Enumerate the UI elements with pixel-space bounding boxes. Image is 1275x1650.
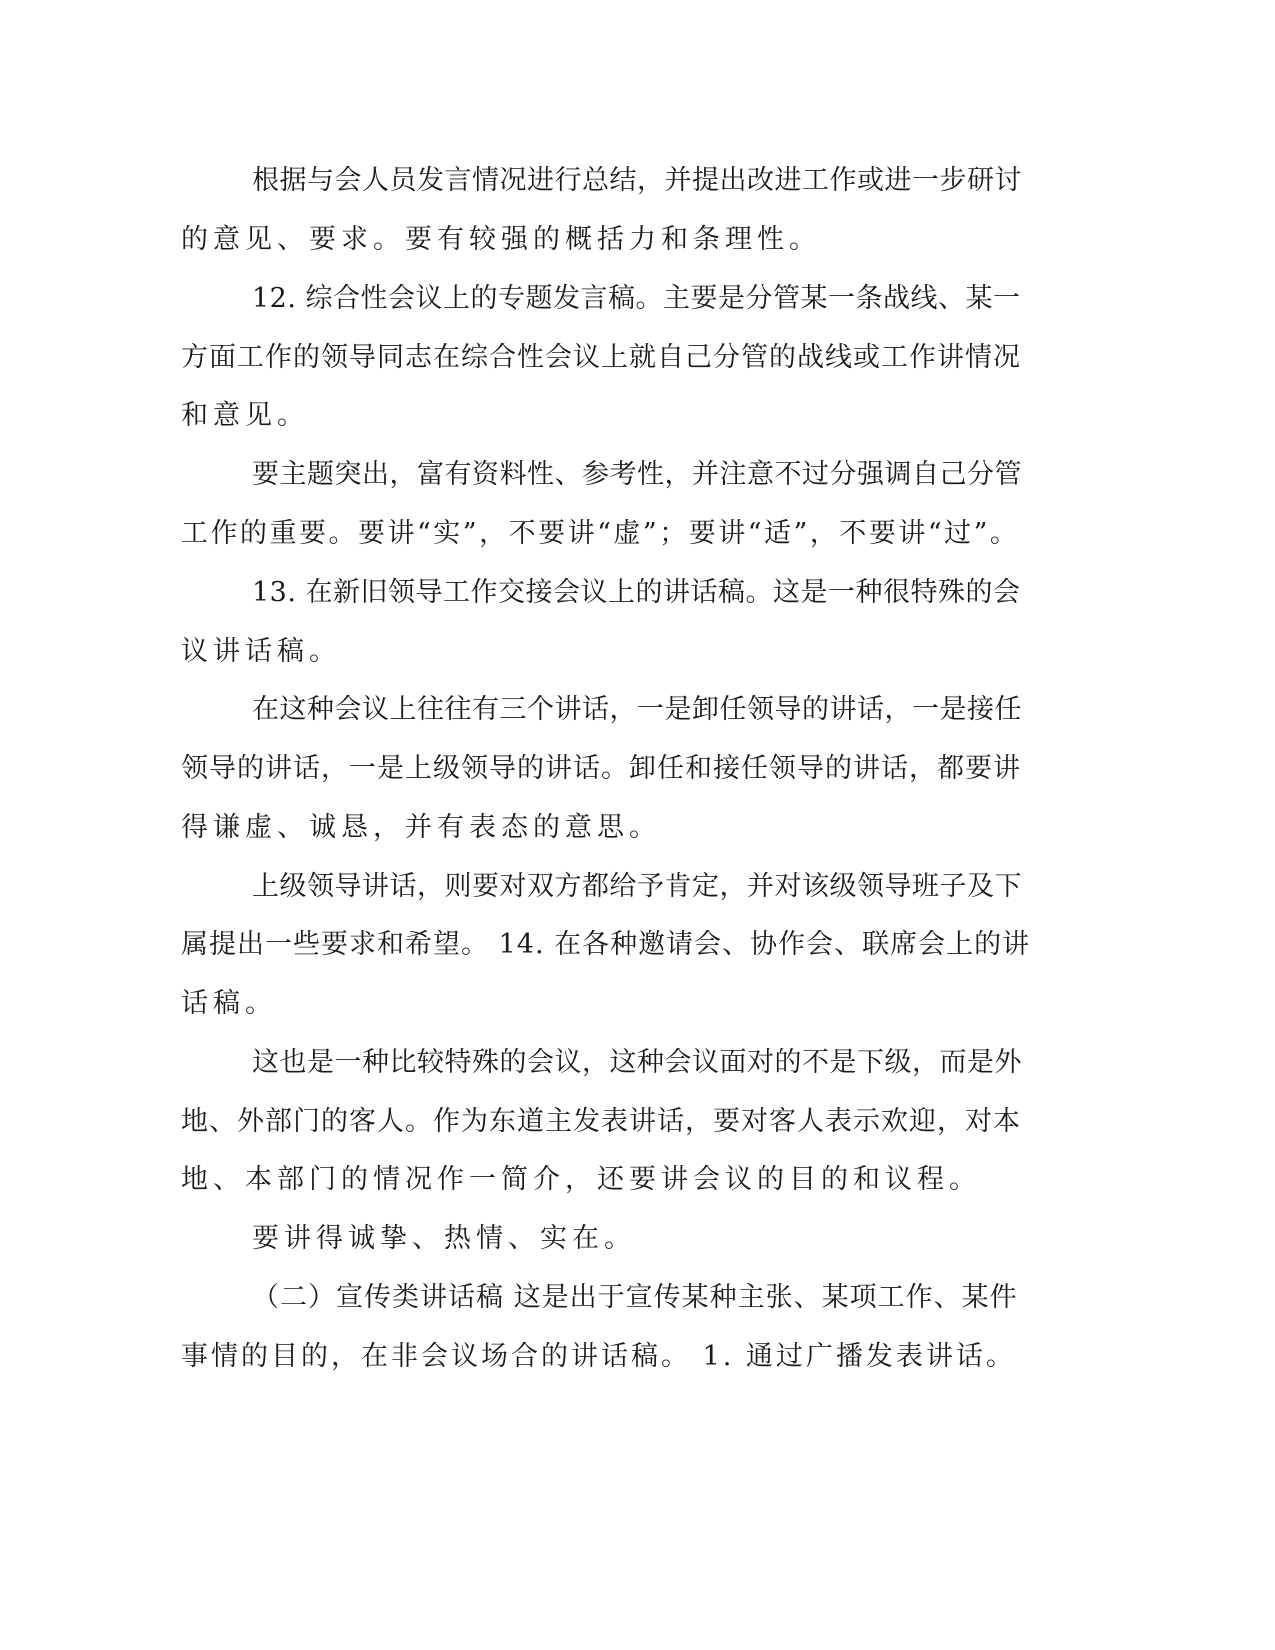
text-line: 13. 在新旧领导工作交接会议上的讲话稿。这是一种很特殊的会 [252,577,1021,608]
text-line: 要讲得诚挚、热情、实在。 [252,1223,636,1254]
text-line: 工作的重要。要讲“实”，不要讲“虚”；要讲“适”，不要讲“过”。 [181,518,1020,549]
text-line: 地、本部门的情况作一简介，还要讲会议的目的和议程。 [181,1164,981,1195]
text-line: 属提出一些要求和希望。 14. 在各种邀请会、协作会、联席会上的讲 [181,929,1031,960]
text-line: 根据与会人员发言情况进行总结，并提出改进工作或进一步研讨 [252,165,1022,196]
text-line: 12. 综合性会议上的专题发言稿。主要是分管某一条战线、某一 [252,283,1021,314]
text-line: （二）宣传类讲话稿 这是出于宣传某种主张、某项工作、某件 [252,1282,1018,1313]
text-line: 在这种会议上往往有三个讲话，一是卸任领导的讲话，一是接任 [252,694,1022,725]
text-line: 议讲话稿。 [181,636,341,667]
text-line: 地、外部门的客人。作为东道主发表讲话，要对客人表示欢迎，对本 [181,1106,1021,1137]
text-line: 方面工作的领导同志在综合性会议上就自己分管的战线或工作讲情况 [181,342,1021,373]
text-line: 的意见、要求。要有较强的概括力和条理性。 [181,224,821,255]
text-line: 事情的目的，在非会议场合的讲话稿。 1. 通过广播发表讲话。 [181,1341,1016,1372]
text-line: 上级领导讲话，则要对双方都给予肯定，并对该级领导班子及下 [252,871,1022,902]
text-line: 和意见。 [181,400,309,431]
text-line: 得谦虚、诚恳，并有表态的意思。 [181,812,661,843]
text-line: 要主题突出，富有资料性、参考性，并注意不过分强调自己分管 [252,459,1022,490]
text-line: 领导的讲话，一是上级领导的讲话。卸任和接任领导的讲话，都要讲 [181,753,1021,784]
text-line: 这也是一种比较特殊的会议，这种会议面对的不是下级，而是外 [252,1047,1022,1078]
text-line: 话稿。 [181,988,277,1019]
